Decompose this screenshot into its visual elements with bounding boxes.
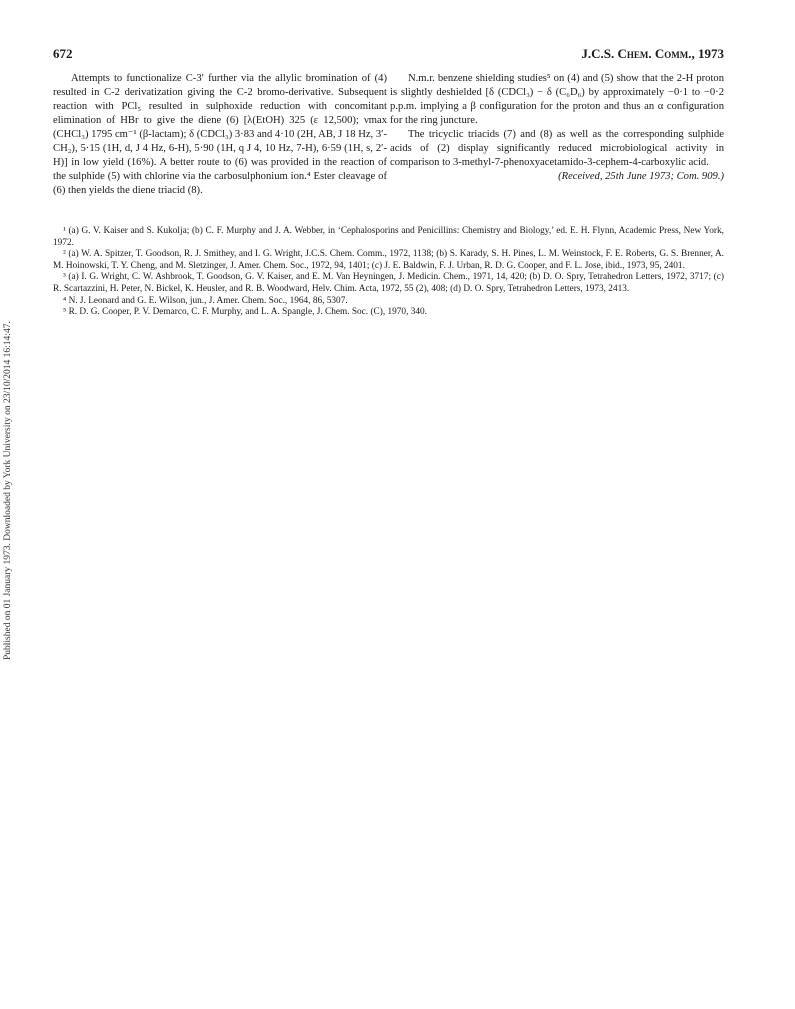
reference-item: ³ (a) I. G. Wright, C. W. Ashbrook, T. Goodson, G. V. Kaiser, and E. M. Van Heyningen, J. Medicin. Chem., 1971, 14, 420; (b) D. O. Spry, Tetrahedron Letters, 1972, 3717; (c) R. Scartazzini, H. Peter, N. Bickel, K. Heusler, and R. B. Woodward, Helv. Chim. Acta, 1972, 55 (2), 408; (d) D. O. Spry, Tetrahedron Letters, 1973, 2413. <box>53 272 724 294</box>
right-column <box>390 72 724 184</box>
download-notice-text: Published on 01 January 1973. Downloaded by York University on 23/10/2014 16:14:47. <box>3 321 13 660</box>
reference-item: ² (a) W. A. Spitzer, T. Goodson, R. J. Smithey, and I. G. Wright, J.C.S. Chem. Comm., 1972, 1138; (b) S. Karady, S. H. Pines, L. M. Weinstock, F. E. Roberts, G. S. Brenner, A. M. Hoinowski, T. Y. Cheng, and M. Sletzinger, J. Amer. Chem. Soc., 1972, 94, 1401; (c) J. E. Baldwin, F. J. Urban, R. D. G. Cooper, and F. L. Jose, ibid., 1973, 95, 2401. <box>53 249 724 271</box>
body-paragraph: N.m.r. benzene shielding studies⁵ on (4) and (5) show that the 2-H proton is slightly deshielded [δ (CDCl₃) − δ (C₆D₆) by approximately −0·1 to −0·2 p.p.m. implying a β configuration for the proton and thus an α configuration for the ring juncture. <box>390 73 724 126</box>
received-date: (Received, 25th June 1973; Com. 909.) <box>558 171 724 182</box>
download-notice <box>3 140 15 660</box>
body-paragraph: The tricyclic triacids (7) and (8) as well as the corresponding sulphide acids of (2) display significantly reduced microbiological activity in comparison to 3-methyl-7-phenoxyacetamido-3-cephem-4-carboxylic acid. <box>390 129 724 168</box>
journal-header: J.C.S. Chem. Comm., 1973 <box>581 46 724 61</box>
left-column <box>53 72 387 198</box>
page-number: 672 <box>53 46 73 61</box>
reference-item: ¹ (a) G. V. Kaiser and S. Kukolja; (b) C. F. Murphy and J. A. Webber, in ‘Cephalosporins and Penicillins: Chemistry and Biology,’ ed. E. H. Flynn, Academic Press, New York, 1972. <box>53 226 724 248</box>
reference-item: ⁴ N. J. Leonard and G. E. Wilson, jun., J. Amer. Chem. Soc., 1964, 86, 5307. <box>63 295 348 306</box>
reference-item: ⁵ R. D. G. Cooper, P. V. Demarco, C. F. Murphy, and L. A. Spangle, J. Chem. Soc. (C), 1970, 340. <box>63 307 428 318</box>
references <box>53 226 724 319</box>
body-paragraph: Attempts to functionalize C-3′ further via the allylic bromination of (4) resulted in C-2 derivatization giving the C-2 bromo-derivative. Subsequent reaction with PCl₅ resulted in sulphoxide reduction with concomitant elimination of HBr to give the diene (6) [λ(EtOH) 325 (ε 12,500); νmax (CHCl₃) 1795 cm⁻¹ (β-lactam); δ (CDCl₃) 3·83 and 4·10 (2H, AB, J 18 Hz, 3′-CH₂), 5·15 (1H, d, J 4 Hz, 6-H), 5·90 (1H, q J 4, 10 Hz, 7-H), 6·59 (1H, s, 2′-H)] in low yield (16%). A better route to (6) was provided in the reaction of the sulphide (5) with chlorine via the carbosulphonium ion.⁴ Ester cleavage of (6) then yields the diene triacid (8). <box>53 73 387 196</box>
